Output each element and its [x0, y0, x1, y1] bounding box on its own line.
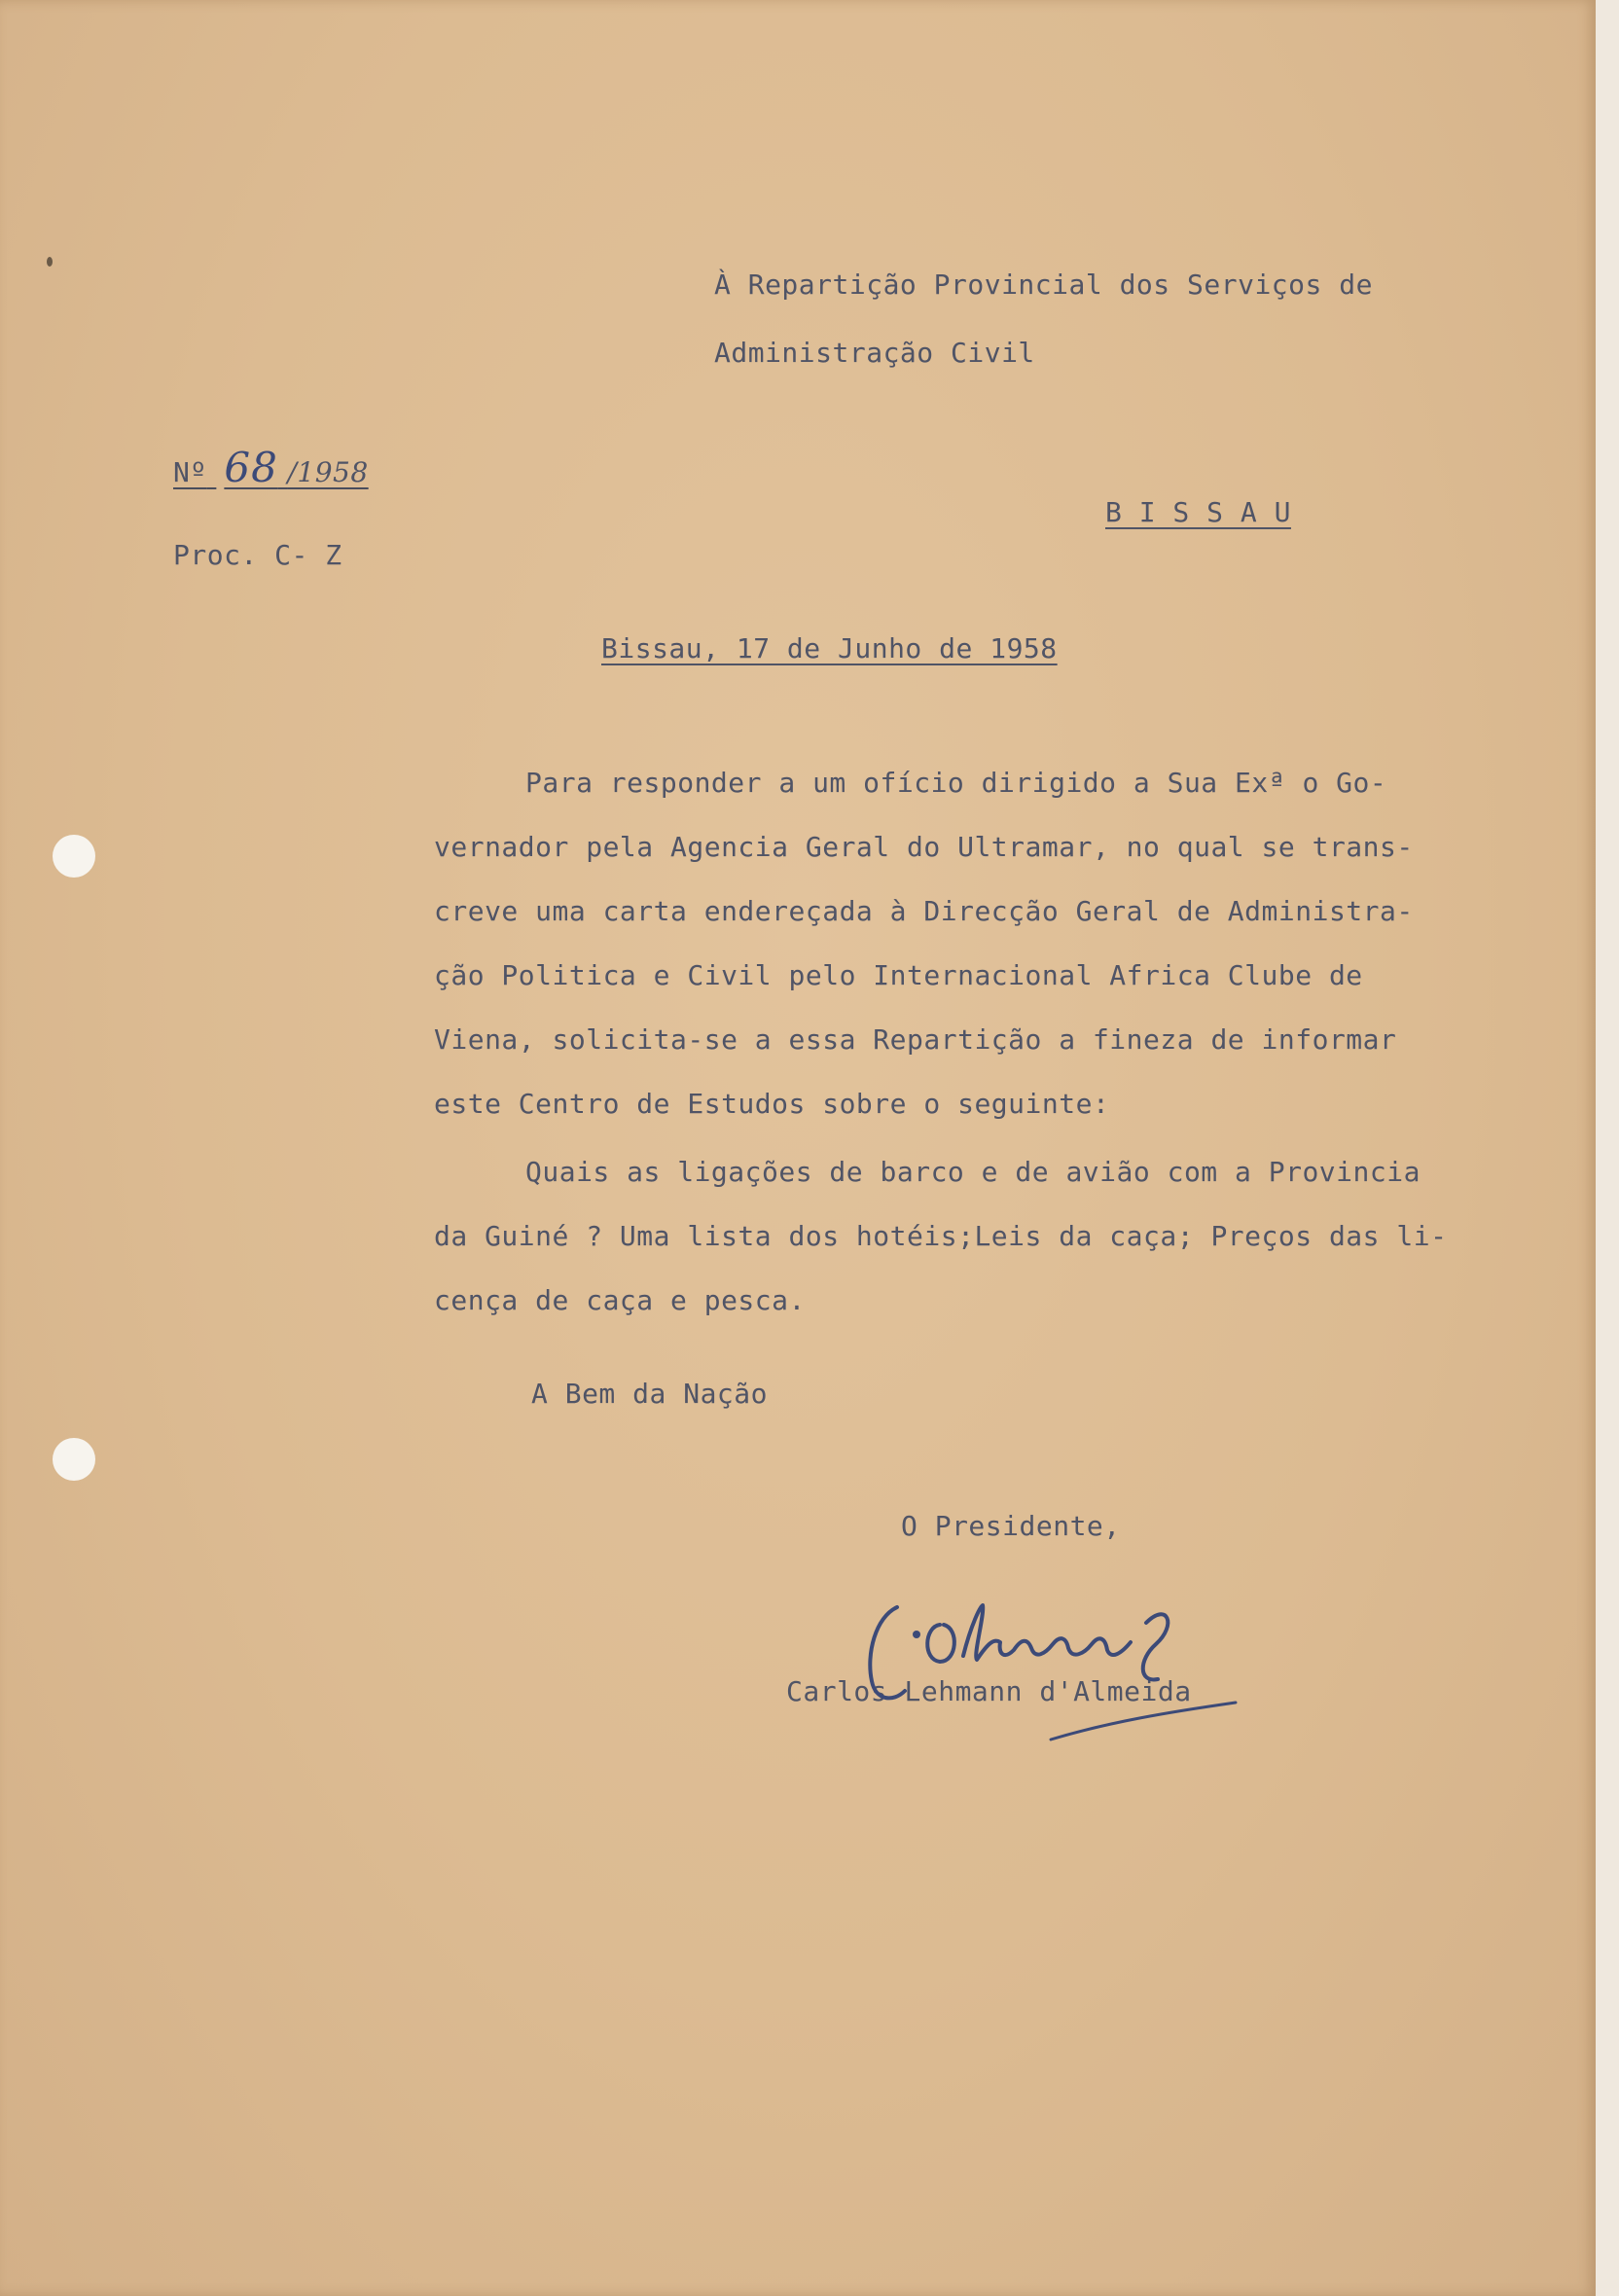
body-line: vernador pela Agencia Geral do Ultramar, no qual se trans-	[434, 831, 1414, 863]
destination-city: B I S S A U	[1105, 496, 1291, 528]
reference-prefix: Nº	[173, 456, 207, 488]
recipient-line-2: Administração Civil	[714, 337, 1035, 369]
recipient-line-1: À Repartição Provincial dos Serviços de	[714, 269, 1373, 301]
scan-edge	[1596, 0, 1619, 2296]
body-line: ção Politica e Civil pelo Internacional Africa Clube de	[434, 959, 1363, 991]
body-paragraph-1	[434, 751, 1563, 1136]
process-reference: Proc. C- Z	[173, 539, 342, 571]
reference-number	[173, 444, 369, 491]
date-line: Bissau, 17 de Junho de 1958	[601, 632, 1058, 664]
reference-handwritten-number: 68	[224, 444, 278, 491]
signatory-title: O Presidente,	[901, 1510, 1121, 1542]
body-line: Viena, solicita-se a essa Repartição a fineza de informar	[434, 1023, 1397, 1056]
body-line: cença de caça e pesca.	[434, 1284, 806, 1316]
punch-hole-top	[53, 835, 95, 878]
body-line: da Guiné ? Uma lista dos hotéis;Leis da caça; Preços das li-	[434, 1220, 1448, 1252]
body-line: este Centro de Estudos sobre o seguinte:	[434, 1088, 1110, 1120]
body-paragraph-2	[434, 1140, 1447, 1333]
closing-salutation: A Bem da Nação	[531, 1378, 769, 1410]
body-line: Para responder a um ofício dirigido a Sua Exª o Go-	[525, 767, 1387, 799]
paper-speck	[47, 257, 53, 267]
signatory-name: Carlos Lehmann d'Almeida	[786, 1675, 1192, 1707]
body-line: Quais as ligações de barco e de avião com a Provincia	[525, 1156, 1421, 1188]
body-line: creve uma carta endereçada à Direcção Geral de Administra-	[434, 895, 1414, 927]
handwritten-signature	[846, 1566, 1275, 1751]
reference-year: /1958	[287, 456, 369, 488]
punch-hole-bottom	[53, 1438, 95, 1481]
